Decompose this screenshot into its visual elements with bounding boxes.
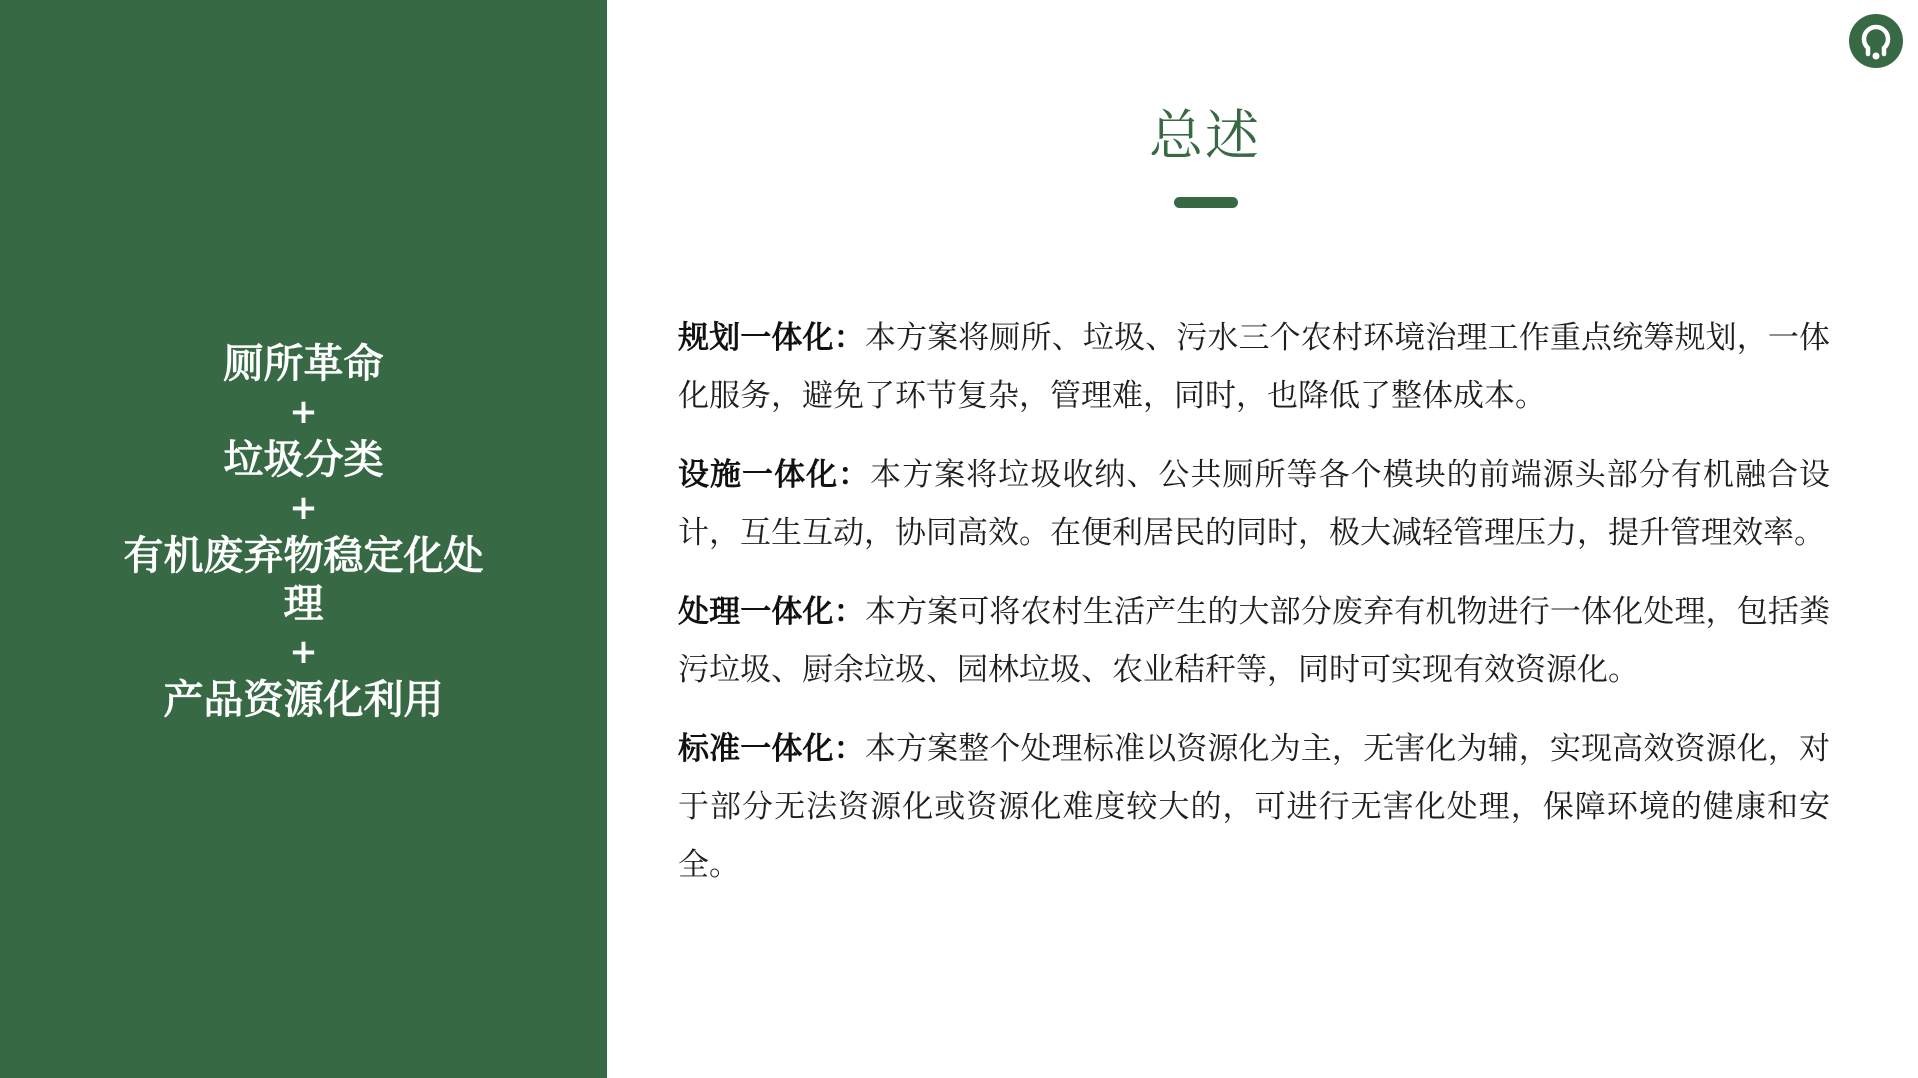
paragraph-text: 本方案整个处理标准以资源化为主，无害化为辅，实现高效资源化，对于部分无法资源化或资源化难度较大的，可进行无害化处理，保障环境的健康和安全。 (678, 731, 1831, 883)
main-content (678, 309, 1830, 915)
paragraph-text: 本方案将厕所、垃圾、污水三个农村环境治理工作重点统筹规划，一体化服务，避免了环节复杂，管理难，同时，也降低了整体成本。 (678, 320, 1831, 414)
left-panel (0, 0, 607, 1078)
paragraph-heading: 设施一体化： (678, 457, 871, 493)
paragraph-text: 本方案可将农村生活产生的大部分废弃有机物进行一体化处理，包括粪污垃圾、厨余垃圾、园林垃圾、农业秸秆等，同时可实现有效资源化。 (678, 594, 1831, 688)
paragraph-facilities (678, 446, 1830, 562)
paragraph-heading: 处理一体化： (678, 594, 865, 630)
concept-item-organic-waste-treatment: 有机废弃物稳定化处理 (123, 533, 484, 627)
concept-item-toilet-revolution: 厕所革命 (223, 341, 384, 387)
paragraph-heading: 规划一体化： (678, 320, 865, 356)
plus-separator: + (289, 488, 318, 528)
round-keyhole-logo-icon (1849, 14, 1903, 68)
concept-item-waste-sorting: 垃圾分类 (223, 437, 384, 483)
paragraph-text: 本方案将垃圾收纳、公共厕所等各个模块的前端源头部分有机融合设计，互生互动，协同高效。在便利居民的同时，极大减轻管理压力，提升管理效率。 (678, 457, 1830, 551)
plus-separator: + (289, 632, 318, 672)
plus-separator: + (289, 392, 318, 432)
left-concept-stack (0, 340, 607, 724)
title-underline (1174, 197, 1238, 208)
concept-item-resource-utilization: 产品资源化利用 (163, 677, 444, 723)
paragraph-treatment (678, 583, 1830, 699)
paragraph-standards (678, 720, 1830, 894)
page-title: 总述 (1149, 104, 1261, 167)
paragraph-planning (678, 309, 1830, 425)
paragraph-heading: 标准一体化： (678, 731, 865, 767)
